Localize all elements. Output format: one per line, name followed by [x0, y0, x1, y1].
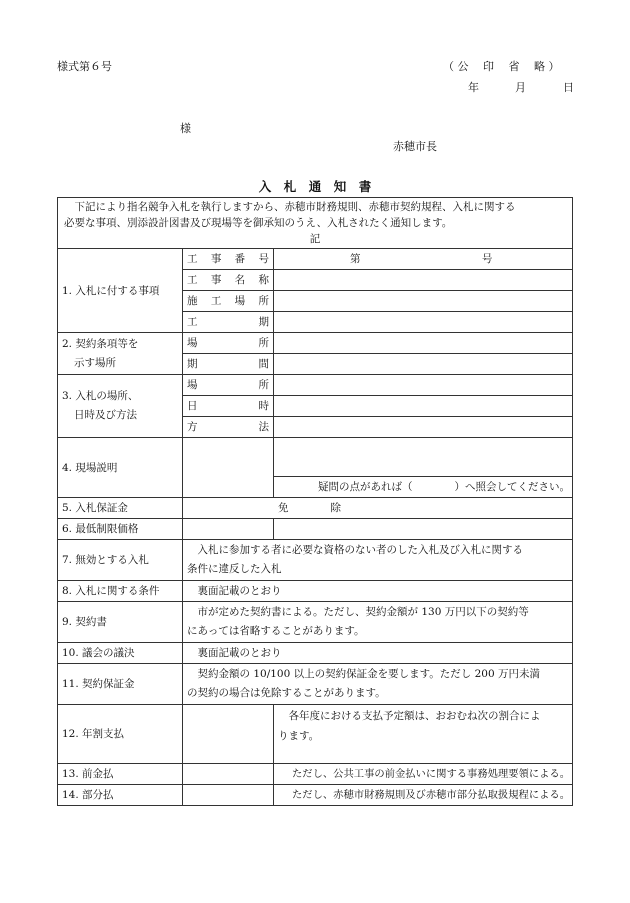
row-label: [58, 333, 183, 375]
tender-notice-table: [57, 197, 573, 806]
terms-place-label: 場 所: [183, 333, 274, 354]
table-row: [58, 249, 573, 270]
row-label: 6. 最低制限価格: [58, 519, 183, 540]
tender-place-label-2: 日時及び方法: [74, 409, 137, 421]
row-label: 1. 入札に付する事項: [58, 249, 183, 333]
row-label: 4. 現場説明: [58, 438, 183, 498]
table-row: [58, 643, 573, 664]
row-label: 10. 議会の議決: [58, 643, 183, 664]
row-label: 7. 無効とする入札: [58, 540, 183, 581]
table-row: [58, 764, 573, 785]
invalid-tender-text: [183, 540, 573, 581]
table-row: [58, 705, 573, 764]
tender-datetime-field[interactable]: [274, 396, 573, 417]
row-label: 9. 契約書: [58, 602, 183, 643]
annual-payment-field[interactable]: [183, 705, 274, 764]
table-row: [58, 519, 573, 540]
advance-payment-note: ただし、公共工事の前金払いに関する事務処理要領による。: [274, 764, 573, 785]
minimum-price-note-field[interactable]: [274, 519, 573, 540]
contract-bond-line-2: の契約の場合は免除することがあります。: [187, 687, 386, 699]
contract-bond-line-1: 契約金額の 10/100 以上の契約保証金を要します。ただし 200 万円未満: [197, 668, 540, 680]
inquiry-note: 疑問の点があれば（ ）へ照会してください。: [274, 477, 573, 498]
number-prefix: 第: [350, 253, 361, 265]
contract-terms-label-2: 示す場所: [74, 356, 116, 369]
table-row: [58, 540, 573, 581]
construction-period-field[interactable]: [274, 312, 573, 333]
table-row: [58, 602, 573, 643]
table-row: [58, 785, 573, 806]
row-label: 14. 部分払: [58, 785, 183, 806]
table-row: [58, 664, 573, 705]
date-day-label: 日: [563, 81, 574, 94]
tender-place-label-1: 3. 入札の場所、: [62, 390, 139, 402]
tender-conditions-value: 裏面記載のとおり: [183, 581, 573, 602]
construction-site-label: 施 工 場 所: [183, 291, 274, 312]
table-row: [58, 438, 573, 477]
partial-payment-note: ただし、赤穂市財務規則及び赤穂市部分払取扱規程による。: [274, 785, 573, 806]
table-row: [58, 333, 573, 354]
annual-payment-line-1: 各年度における支払予定額は、おおむね次の割合によ: [288, 710, 541, 722]
tender-datetime-label: 日 時: [183, 396, 274, 417]
construction-number-field[interactable]: [274, 249, 573, 270]
tender-bond-value: 免 除: [183, 498, 573, 519]
table-row: [58, 375, 573, 396]
row-label: [58, 375, 183, 438]
construction-name-field[interactable]: [274, 270, 573, 291]
tender-method-label: 方 法: [183, 417, 274, 438]
construction-period-label: 工 期: [183, 312, 274, 333]
invalid-tender-line-1: 入札に参加する者に必要な資格のない者のした入札及び入札に関する: [197, 544, 523, 556]
tender-method-field[interactable]: [274, 417, 573, 438]
contract-document-line-2: にあっては省略することがあります。: [187, 625, 365, 637]
terms-place-field[interactable]: [274, 333, 573, 354]
construction-site-field[interactable]: [274, 291, 573, 312]
partial-payment-field[interactable]: [183, 785, 274, 806]
site-briefing-sub-field[interactable]: [183, 438, 274, 498]
table-row: [58, 581, 573, 602]
advance-payment-field[interactable]: [183, 764, 274, 785]
row-label: 11. 契約保証金: [58, 664, 183, 705]
row-label: 13. 前金払: [58, 764, 183, 785]
row-label: 5. 入札保証金: [58, 498, 183, 519]
ki-label: 記: [309, 233, 321, 245]
minimum-price-field[interactable]: [183, 519, 274, 540]
intro-row: [58, 198, 573, 249]
intro-line-2: 必要な事項、別添設計図書及び現場等を御承知のうえ、入札されたく通知します。: [64, 217, 453, 229]
number-suffix: 号: [481, 253, 493, 265]
sender-name: 赤穂市長: [393, 140, 437, 153]
construction-name-label: 工 事 名 称: [183, 270, 274, 291]
intro-line-1: 下記により指名競争入札を執行しますから、赤穂市財務規則、赤穂市契約規程、入札に関する: [74, 201, 516, 213]
date-year-label: 年: [468, 81, 479, 94]
intro-cell: [58, 198, 573, 249]
seal-omitted-note: （ 公 印 省 略 ）: [443, 60, 560, 73]
document-title: 入 札 通 知 書: [258, 179, 372, 194]
site-briefing-field[interactable]: [274, 438, 573, 477]
construction-number-label: 工 事 番 号: [183, 249, 274, 270]
terms-period-field[interactable]: [274, 354, 573, 375]
contract-bond-text: [183, 664, 573, 705]
annual-payment-line-2: ります。: [278, 730, 320, 742]
contract-document-line-1: 市が定めた契約書による。ただし、契約金額が 130 万円以下の契約等: [197, 606, 529, 618]
table-row: [58, 498, 573, 519]
form-number: 様式第６号: [57, 60, 112, 73]
row-label: 12. 年割支払: [58, 705, 183, 764]
tender-place-field[interactable]: [274, 375, 573, 396]
contract-document-text: [183, 602, 573, 643]
invalid-tender-line-2: 条件に違反した入札: [187, 563, 282, 575]
date-month-label: 月: [515, 81, 526, 94]
annual-payment-text: [274, 705, 573, 764]
council-resolution-value: 裏面記載のとおり: [183, 643, 573, 664]
terms-period-label: 期 間: [183, 354, 274, 375]
row-label: 8. 入札に関する条件: [58, 581, 183, 602]
addressee-suffix: 様: [180, 122, 191, 135]
contract-terms-label-1: 2. 契約条項等を: [62, 337, 139, 350]
tender-place-label: 場 所: [183, 375, 274, 396]
